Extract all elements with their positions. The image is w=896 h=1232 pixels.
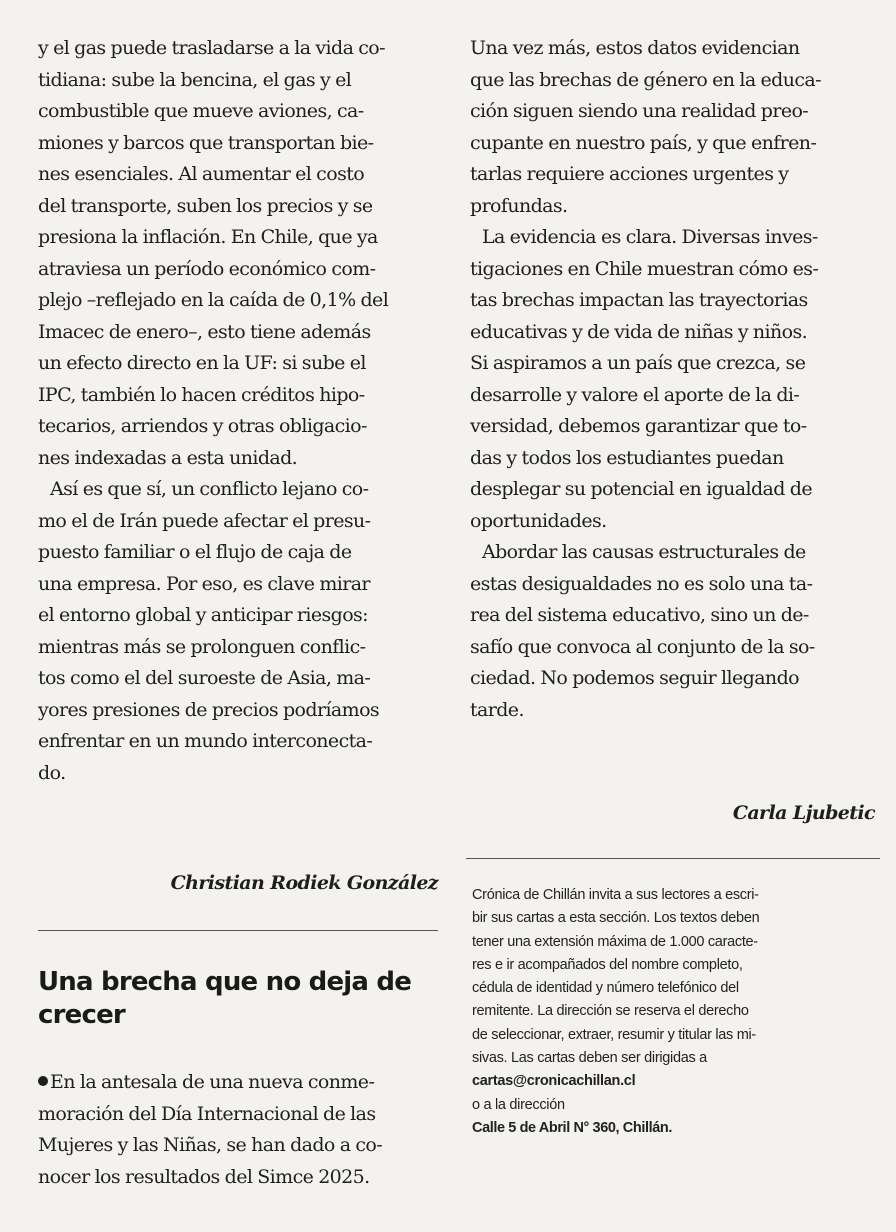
text-line: tarde. — [470, 698, 524, 721]
text-line: plejo –reflejado en la caída de 0,1% del — [38, 289, 389, 311]
article-lead — [38, 1067, 438, 1193]
notice-address: Calle 5 de Abril N° 360, Chillán. — [472, 1119, 672, 1136]
article-headline — [38, 966, 438, 1032]
notice-line: o a la dirección — [472, 1096, 565, 1113]
text-line: nocer los resultados del Simce 2025. — [38, 1165, 370, 1188]
lead-text: En la antesala de una nueva conme- — [50, 1071, 375, 1093]
notice-line: res e ir acompañados del nombre completo, — [472, 956, 743, 973]
bullet-icon — [38, 1076, 48, 1086]
text-line: ción siguen siendo una realidad preo- — [470, 100, 809, 122]
text-line: desarrolle y valore el aporte de la di- — [470, 383, 800, 406]
section-divider — [38, 930, 438, 931]
text-line: educativas y de vida de niñas y niños. — [470, 320, 808, 343]
notice-line: cédula de identidad y número telefónico del — [472, 980, 739, 997]
left-column-text — [38, 33, 438, 789]
section-divider — [466, 858, 880, 859]
headline-line: crecer — [38, 1000, 125, 1030]
text-line: tarlas requiere acciones urgentes y — [470, 163, 789, 185]
text-line: ciedad. No podemos seguir llegando — [470, 667, 799, 689]
text-line: yores presiones de precios podríamos — [38, 698, 380, 721]
text-line: tidiana: sube la bencina, el gas y el — [38, 68, 352, 91]
text-line: Mujeres y las Niñas, se han dado a co- — [38, 1134, 383, 1156]
text-line: Así es que sí, un conflicto lejano co- — [50, 478, 369, 500]
text-line: tecarios, arriendos y otras obligacio- — [38, 415, 367, 437]
notice-line: Crónica de Chillán invita a sus lectores a escri- — [472, 887, 759, 903]
author-signature: Christian Rodiek González — [170, 872, 438, 894]
text-line: profundas. — [470, 194, 568, 217]
text-line: cupante en nuestro país, y que enfren- — [470, 131, 817, 154]
text-line: das y todos los estudiantes puedan — [470, 446, 784, 469]
text-line: una empresa. Por eso, es clave mirar — [38, 572, 370, 595]
text-line: presiona la inflación. En Chile, que ya — [38, 226, 378, 248]
text-line: do. — [38, 761, 66, 784]
text-line: versidad, debemos garantizar que to- — [470, 415, 807, 437]
notice-line: de seleccionar, extraer, resumir y titular las mi- — [472, 1026, 756, 1043]
text-line: del transporte, suben los precios y se — [38, 194, 373, 217]
text-line: que las brechas de género en la educa- — [470, 68, 821, 91]
text-line: estas desigualdades no es solo una ta- — [470, 572, 813, 595]
text-line: tos como el del suroeste de Asia, ma- — [38, 667, 371, 689]
notice-line: remitente. La dirección se reserva el derecho — [472, 1003, 749, 1020]
text-line: rea del sistema educativo, sino un de- — [470, 604, 809, 626]
text-line: nes esenciales. Al aumentar el costo — [38, 163, 365, 185]
text-line: enfrentar en un mundo interconecta- — [38, 730, 373, 752]
text-line: atraviesa un período económico com- — [38, 257, 376, 280]
text-line: combustible que mueve aviones, ca- — [38, 100, 364, 122]
text-line: Si aspiramos a un país que crezca, se — [470, 352, 806, 374]
text-line — [38, 1067, 438, 1099]
text-line: tigaciones en Chile muestran cómo es- — [470, 257, 819, 280]
text-line: el entorno global y anticipar riesgos: — [38, 604, 368, 626]
text-line: mo el de Irán puede afectar el presu- — [38, 509, 371, 532]
text-line: oportunidades. — [470, 509, 607, 532]
right-column-text — [470, 33, 875, 726]
text-line: Una vez más, estos datos evidencian — [470, 37, 800, 59]
notice-line: tener una extensión máxima de 1.000 caracte- — [472, 933, 758, 950]
text-line: Imacec de enero–, esto tiene además — [38, 320, 371, 343]
notice-line: bir sus cartas a esta sección. Los textos deben — [472, 910, 760, 927]
text-line: puesto familiar o el flujo de caja de — [38, 541, 352, 563]
text-line: tas brechas impactan las trayectorias — [470, 289, 808, 311]
text-line: moración del Día Internacional de las — [38, 1102, 376, 1125]
text-line: un efecto directo en la UF: si sube el — [38, 352, 366, 374]
text-line: desplegar su potencial en igualdad de — [470, 478, 812, 500]
text-line: Abordar las causas estructurales de — [482, 541, 806, 563]
notice-email: cartas@cronicachillan.cl — [472, 1073, 636, 1090]
author-signature: Carla Ljubetic — [732, 802, 875, 824]
notice-line: sivas. Las cartas deben ser dirigidas a — [472, 1050, 707, 1067]
text-line: y el gas puede trasladarse a la vida co- — [38, 37, 385, 59]
text-line: mientras más se prolonguen conflic- — [38, 635, 366, 658]
letters-notice — [472, 884, 872, 1140]
text-line: La evidencia es clara. Diversas inves- — [482, 226, 818, 248]
headline-line: Una brecha que no deja de — [38, 967, 412, 997]
text-line: miones y barcos que transportan bie- — [38, 131, 374, 154]
text-line: safío que convoca al conjunto de la so- — [470, 635, 815, 658]
text-line: IPC, también lo hacen créditos hipo- — [38, 383, 365, 406]
text-line: nes indexadas a esta unidad. — [38, 446, 298, 469]
